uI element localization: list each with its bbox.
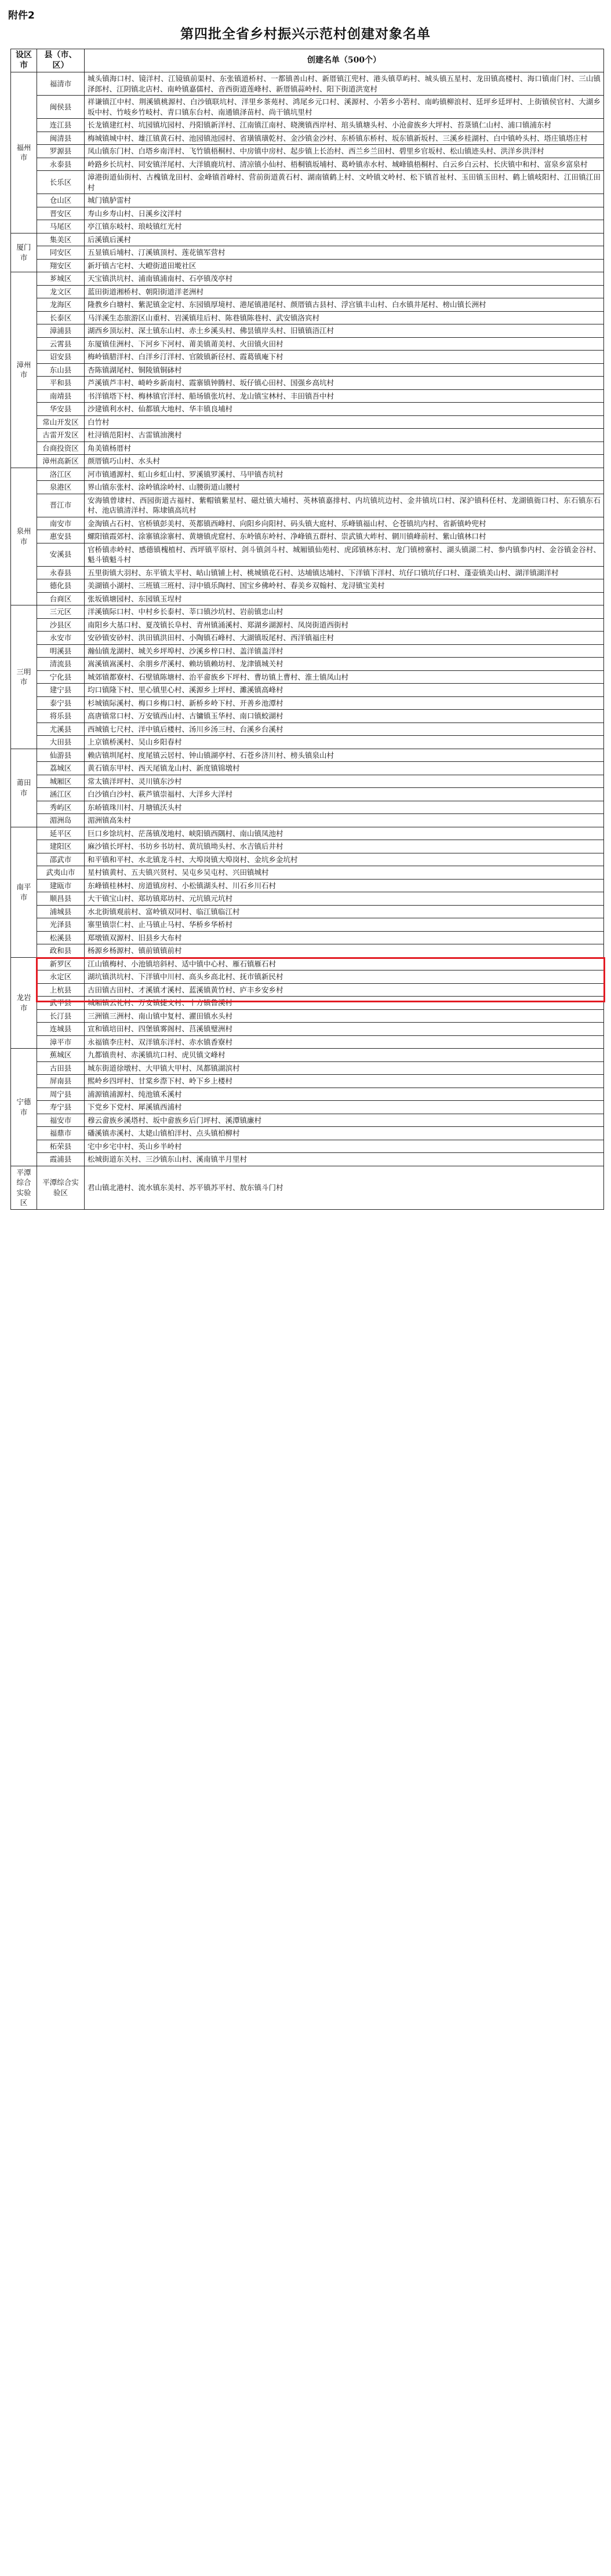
- villages-cell: 界山镇东张村、涂岭镇涂岭村、山腰街道山腰村: [85, 481, 604, 494]
- villages-cell: 马洋溪生态旅游区山重村、岩溪镇珪后村、陈巷镇陈巷村、武安镇洛宾村: [85, 311, 604, 324]
- table-row: [11, 481, 604, 494]
- county-cell: 闽清县: [37, 132, 85, 145]
- county-cell: 城厢区: [37, 775, 85, 788]
- villages-cell: 嵩溪镇嵩溪村、余朋乡芹溪村、赖坊镇赖坊村、龙津镇城关村: [85, 658, 604, 671]
- county-cell: 泉港区: [37, 481, 85, 494]
- villages-cell: 南阳乡大基口村、夏茂镇长阜村、青州镇涌溪村、郑湖乡湖源村、凤岗街道西街村: [85, 618, 604, 632]
- villages-cell: 星村镇黄村、五夫镇兴贤村、吴屯乡吴屯村、兴田镇城村: [85, 866, 604, 880]
- county-cell: 长泰区: [37, 311, 85, 324]
- table-row: [11, 543, 604, 566]
- villages-cell: 麻沙镇长坪村、书坊乡书坊村、黄坑镇坳头村、水吉镇后井村: [85, 840, 604, 853]
- table-row: [11, 389, 604, 403]
- county-cell: 新罗区: [37, 957, 85, 970]
- county-cell: 政和县: [37, 944, 85, 958]
- villages-cell: 巨口乡馀坑村、茫荡镇茂地村、峡阳镇西隅村、南山镇凤池村: [85, 827, 604, 840]
- city-cell: 福州市: [11, 72, 37, 233]
- villages-cell: 城郊镇都寮村、石壁镇陈塘村、治平畲族乡下坪村、曹坊镇上曹村、淮土镇凤山村: [85, 670, 604, 684]
- county-cell: 延平区: [37, 827, 85, 840]
- table-row: [11, 905, 604, 918]
- county-cell: 集美区: [37, 233, 85, 246]
- table-row: [11, 1061, 604, 1075]
- table-row: [11, 866, 604, 880]
- county-cell: 南靖县: [37, 389, 85, 403]
- table-row: [11, 403, 604, 416]
- villages-cell: 和平镇和平村、水北镇龙斗村、大埠岗镇大埠岗村、金坑乡金坑村: [85, 853, 604, 866]
- villages-cell: 后溪镇后溪村: [85, 233, 604, 246]
- county-cell: 晋江市: [37, 494, 85, 517]
- table-row: [11, 1153, 604, 1166]
- table-row: [11, 285, 604, 298]
- table-row: [11, 119, 604, 132]
- county-cell: 诏安县: [37, 351, 85, 364]
- villages-cell: 黄石镇东甲村、西天尾镇龙山村、新度镇锦墩村: [85, 762, 604, 775]
- county-cell: 漳州高新区: [37, 455, 85, 468]
- table-row: [11, 592, 604, 605]
- table-row: [11, 775, 604, 788]
- villages-cell: 杜浔镇范阳村、古雷镇油澳村: [85, 429, 604, 442]
- county-cell: 永春县: [37, 566, 85, 579]
- villages-cell: 西城镇七尺村、洋中镇后楼村、汤川乡汤三村、台溪乡台溪村: [85, 723, 604, 736]
- county-cell: 仙游县: [37, 749, 85, 762]
- villages-cell: 芦溪镇芦丰村、崎岭乡新南村、霞寨镇钟腾村、坂仔镇心田村、国强乡高坑村: [85, 377, 604, 390]
- villages-cell: 城头镇海口村、镜洋村、江镜镇前渠村、东张镇道桥村、一都镇善山村、新厝镇江兜村、港头镇草屿村、城头镇五星村、龙田镇高楼村、海口镇南门村、三山镇泽郎村、江阴镇北店村、南岭镇嘉儒村、音西街道莲峰村、新厝镇蒜岭村、阳下街道洪宽村: [85, 72, 604, 96]
- county-cell: 马尾区: [37, 220, 85, 233]
- villages-cell: 隆教乡白塘村、紫泥镇金定村、东园镇厚境村、港尾镇港尾村、颜厝镇古县村、浮宫镇丰山村、白水镇井尾村、榜山镇长洲村: [85, 298, 604, 312]
- county-cell: 台商投资区: [37, 442, 85, 455]
- table-row: [11, 658, 604, 671]
- table-header-row: [11, 49, 604, 72]
- table-row: [11, 158, 604, 171]
- table-row: [11, 892, 604, 906]
- villages-cell: 书洋镇塔下村、梅林镇官洋村、船场镇张坑村、龙山镇宝林村、丰田镇吾中村: [85, 389, 604, 403]
- villages-cell: 大干镇宝山村、郑坊镇郑坊村、元坑镇元坑村: [85, 892, 604, 906]
- villages-cell: 城门镇胪雷村: [85, 194, 604, 207]
- county-cell: 德化县: [37, 579, 85, 593]
- county-cell: 台商区: [37, 592, 85, 605]
- table-row: [11, 96, 604, 119]
- table-row: [11, 853, 604, 866]
- table-row: [11, 324, 604, 338]
- villages-cell: 九都镇贵村、赤溪镇坑口村、虎贝镇文峰村: [85, 1049, 604, 1062]
- villages-cell: 下党乡下党村、犀溪镇西浦村: [85, 1101, 604, 1114]
- county-cell: 长汀县: [37, 1009, 85, 1023]
- table-row: [11, 298, 604, 312]
- villages-cell: 安海镇曾埭村、西园街道古福村、紫帽镇紫星村、磁灶镇大埔村、英林镇嘉排村、内坑镇坑边村、金井镇坑口村、深沪镇科任村、龙湖镇衙口村、东石镇东石村、池店镇清洋村、陈埭镇高坑村: [85, 494, 604, 517]
- county-cell: 邵武市: [37, 853, 85, 866]
- city-cell: 漳州市: [11, 272, 37, 468]
- table-row: [11, 337, 604, 351]
- county-cell: 翔安区: [37, 259, 85, 272]
- county-cell: 古田县: [37, 1061, 85, 1075]
- villages-cell: 美湖镇小湖村、三班镇三班村、浔中镇乐陶村、国宝乡佛岭村、春美乡双翰村、龙浔镇宝美村: [85, 579, 604, 593]
- county-cell: 安溪县: [37, 543, 85, 566]
- table-row: [11, 194, 604, 207]
- table-row: [11, 983, 604, 997]
- table-row: [11, 1101, 604, 1114]
- county-cell: 霞浦县: [37, 1153, 85, 1166]
- county-cell: 尤溪县: [37, 723, 85, 736]
- table-row: [11, 1114, 604, 1127]
- villages-cell: 五显镇后埔村、汀溪镇顶村、莲花镇军营村: [85, 246, 604, 260]
- table-row: [11, 605, 604, 619]
- county-cell: 罗源县: [37, 145, 85, 158]
- villages-cell: 祥谦镇江中村、荆溪镇桃源村、白沙镇联坑村、洋里乡茶苑村、鸿尾乡元口村、溪源村、小箬乡小箬村、南屿镇柳浪村、廷坪乡廷坪村、上街镇侯官村、大湖乡坂中村、竹岐乡竹岐村、青口镇东台村、南通镇泽苗村、尚干镇坑里村: [85, 96, 604, 119]
- villages-cell: 新圩镇古宅村、大嶝街道田墘社区: [85, 259, 604, 272]
- villages-cell: 水北街镇观前村、富岭镇双同村、临江镇临江村: [85, 905, 604, 918]
- table-row: [11, 468, 604, 481]
- villages-cell: 梅城镇城中村、雄江镇黄石村、池园镇池园村、省璜镇璜乾村、金沙镇金沙村、东桥镇东桥村、坂东镇新坂村、三溪乡桂湖村、白中镇岭头村、塔庄镇塔庄村: [85, 132, 604, 145]
- table-row: [11, 814, 604, 827]
- villages-cell: 宣和镇培田村、四堡镇雾阁村、莒溪镇璧洲村: [85, 1023, 604, 1036]
- villages-cell: 高唐镇常口村、万安镇西山村、古镛镇玉华村、南口镇蛟湖村: [85, 710, 604, 723]
- table-row: [11, 377, 604, 390]
- county-cell: 平和县: [37, 377, 85, 390]
- villages-cell: 杨源乡杨源村、镇前镇镇前村: [85, 944, 604, 958]
- villages-cell: 江山镇梅村、小池镇培斜村、适中镇中心村、雁石镇雁石村: [85, 957, 604, 970]
- city-cell: 龙岩市: [11, 957, 37, 1049]
- table-row: [11, 618, 604, 632]
- table-row: [11, 272, 604, 286]
- table-row: [11, 1127, 604, 1140]
- county-cell: 大田县: [37, 736, 85, 749]
- villages-cell: 角美镇杨厝村: [85, 442, 604, 455]
- county-cell: 连城县: [37, 1023, 85, 1036]
- villages-cell: 长龙镇建红村、坑园镇坑园村、丹阳镇新洋村、江南镇江南村、晓澳镇西岸村、琯头镇塘头村、小沧畲族乡大坪村、苔菉镇仁山村、浦口镇浦东村: [85, 119, 604, 132]
- table-row: [11, 957, 604, 970]
- county-cell: 福清市: [37, 72, 85, 96]
- villages-cell: 城东街道徐墩村、大甲镇大甲村、凤都镇湖滨村: [85, 1061, 604, 1075]
- table-row: [11, 132, 604, 145]
- villages-cell: 五里街镇大羽村、东平镇太平村、岵山镇铺上村、桃城镇花石村、达埔镇达埔村、下洋镇下洋村、坑仔口镇坑仔口村、蓬壶镇美山村、湖洋镇湖洋村: [85, 566, 604, 579]
- villages-cell: 官桥镇赤岭村、感德镇槐植村、西坪镇平原村、剑斗镇剑斗村、城厢镇仙苑村、虎邱镇林东村、龙门镇榜寨村、湖头镇湖二村、参内镇参内村、金谷镇金谷村、魁斗镇魁斗村: [85, 543, 604, 566]
- villages-cell: 金淘镇占石村、官桥镇彭美村、英都镇西峰村、向阳乡向阳村、码头镇大庭村、乐峰镇福山村、仑苍镇坑内村、省新镇岭兜村: [85, 517, 604, 530]
- table-row: [11, 944, 604, 958]
- county-cell: 连江县: [37, 119, 85, 132]
- villages-cell: 颜厝镇巧山村、水头村: [85, 455, 604, 468]
- table-row: [11, 351, 604, 364]
- table-row: [11, 530, 604, 543]
- table-row: [11, 1088, 604, 1101]
- county-cell: 晋安区: [37, 207, 85, 220]
- county-cell: 永定区: [37, 970, 85, 984]
- county-cell: 清流县: [37, 658, 85, 671]
- villages-cell: 寨里镇崇仁村、止马镇止马村、华桥乡华桥村: [85, 918, 604, 932]
- table-row: [11, 997, 604, 1010]
- table-row: [11, 220, 604, 233]
- table-row: [11, 749, 604, 762]
- table-row: [11, 455, 604, 468]
- villages-cell: 熙岭乡四坪村、甘棠乡漈下村、岭下乡上楼村: [85, 1075, 604, 1088]
- villages-cell: 城厢镇云礼村、万安镇捷文村、十方镇鲁溪村: [85, 997, 604, 1010]
- header-city: 设区市: [11, 49, 37, 72]
- table-row: [11, 710, 604, 723]
- table-row: [11, 171, 604, 194]
- county-cell: 建阳区: [37, 840, 85, 853]
- table-row: [11, 145, 604, 158]
- county-cell: 惠安县: [37, 530, 85, 543]
- table-row: [11, 1166, 604, 1209]
- table-row: [11, 684, 604, 697]
- county-cell: 长乐区: [37, 171, 85, 194]
- county-cell: 福安市: [37, 1114, 85, 1127]
- table-row: [11, 670, 604, 684]
- county-cell: 永泰县: [37, 158, 85, 171]
- villages-cell: 河市镇通源村、虹山乡虹山村、罗溪镇罗溪村、马甲镇杏坑村: [85, 468, 604, 481]
- villages-cell: 凤山镇东门村、白塔乡南洋村、飞竹镇梧桐村、中房镇中房村、起步镇上长治村、西兰乡兰田村、碧里乡官坂村、松山镇迹头村、洪洋乡洪洋村: [85, 145, 604, 158]
- villages-cell: 永福镇李庄村、双洋镇东洋村、赤水镇香寮村: [85, 1035, 604, 1049]
- villages-cell: 湖西乡顶坛村、深土镇东山村、赤土乡溪头村、佛昙镇岸头村、旧镇镇浯江村: [85, 324, 604, 338]
- county-cell: 湄洲岛: [37, 814, 85, 827]
- table-row: [11, 415, 604, 429]
- villages-cell: 白沙镇白沙村、萩芦镇崇福村、大洋乡大洋村: [85, 788, 604, 801]
- table-row: [11, 788, 604, 801]
- table-row: [11, 429, 604, 442]
- county-cell: 古雷开发区: [37, 429, 85, 442]
- county-cell: 松溪县: [37, 931, 85, 944]
- county-cell: 同安区: [37, 246, 85, 260]
- county-cell: 光泽县: [37, 918, 85, 932]
- city-cell: 莆田市: [11, 749, 37, 827]
- city-cell: 平潭综合实验区: [11, 1166, 37, 1209]
- villages-cell: 洋溪镇际口村、中村乡长泰村、莘口镇沙坑村、岩前镇忠山村: [85, 605, 604, 619]
- county-cell: 常山开发区: [37, 415, 85, 429]
- county-cell: 漳平市: [37, 1035, 85, 1049]
- villages-cell: 郑墩镇双源村、旧县乡大布村: [85, 931, 604, 944]
- table-row: [11, 72, 604, 96]
- county-cell: 龙文区: [37, 285, 85, 298]
- villages-cell: 湄洲镇高朱村: [85, 814, 604, 827]
- villages-cell: 梅岭镇腊洋村、白洋乡汀洋村、官陂镇新径村、霞葛镇庵下村: [85, 351, 604, 364]
- table-row: [11, 246, 604, 260]
- villages-cell: 君山镇北港村、流水镇东美村、苏平镇苏平村、敖东镇斗门村: [85, 1166, 604, 1209]
- county-cell: 明溪县: [37, 644, 85, 658]
- villages-cell: 岭路乡长坑村、同安镇洋尾村、大洋镇鹿坑村、清凉镇小仙村、梧桐镇坂埔村、葛岭镇赤水村、城峰镇梧桐村、白云乡白云村、长庆镇中和村、富泉乡富泉村: [85, 158, 604, 171]
- county-cell: 云霄县: [37, 337, 85, 351]
- county-cell: 寿宁县: [37, 1101, 85, 1114]
- table-row: [11, 1023, 604, 1036]
- county-cell: 龙海区: [37, 298, 85, 312]
- table-row: [11, 259, 604, 272]
- villages-cell: 东峰镇桂林村、房道镇房村、小松镇湖头村、川石乡川石村: [85, 879, 604, 892]
- county-cell: 宁化县: [37, 670, 85, 684]
- county-cell: 柘荣县: [37, 1140, 85, 1153]
- table-row: [11, 579, 604, 593]
- county-cell: 漳浦县: [37, 324, 85, 338]
- table-row: [11, 1035, 604, 1049]
- city-cell: 三明市: [11, 605, 37, 749]
- villages-cell: 螺阳镇霞郊村、涂寨镇涂寨村、黄塘镇虎窟村、东岭镇东岭村、净峰镇五群村、崇武镇大岞村、辋川镇峰前村、紫山镇林口村: [85, 530, 604, 543]
- table-row: [11, 1140, 604, 1153]
- villages-cell: 赖店镇圳尾村、度尾镇云居村、钟山镇湖亭村、石苍乡济川村、榜头镇泉山村: [85, 749, 604, 762]
- county-cell: 泰宁县: [37, 696, 85, 710]
- table-row: [11, 566, 604, 579]
- city-cell: 南平市: [11, 827, 37, 957]
- attachment-label: 附件2: [8, 10, 35, 21]
- villages-cell: 沙建镇利水村、仙都镇大地村、华丰镇良埔村: [85, 403, 604, 416]
- table-row: [11, 879, 604, 892]
- county-cell: 武平县: [37, 997, 85, 1010]
- villages-cell: 安砂镇安砂村、洪田镇洪田村、小陶镇石峰村、大湖镇坂尾村、西洋镇福庄村: [85, 632, 604, 645]
- header-villages: 创建名单（500个）: [85, 49, 604, 72]
- county-cell: 三元区: [37, 605, 85, 619]
- villages-cell: 三洲镇三洲村、南山镇中复村、濯田镇水头村: [85, 1009, 604, 1023]
- county-cell: 沙县区: [37, 618, 85, 632]
- county-cell: 闽侯县: [37, 96, 85, 119]
- county-cell: 将乐县: [37, 710, 85, 723]
- table-row: [11, 233, 604, 246]
- document-title: 第四批全省乡村振兴示范村创建对象名单: [180, 26, 431, 42]
- table-body: [11, 72, 604, 1210]
- county-cell: 建瓯市: [37, 879, 85, 892]
- table-row: [11, 1049, 604, 1062]
- county-cell: 永安市: [37, 632, 85, 645]
- table-row: [11, 644, 604, 658]
- table-row: [11, 762, 604, 775]
- table-row: [11, 517, 604, 530]
- table-row: [11, 494, 604, 517]
- table-row: [11, 970, 604, 984]
- county-cell: 顺昌县: [37, 892, 85, 906]
- county-cell: 华安县: [37, 403, 85, 416]
- county-cell: 秀屿区: [37, 801, 85, 814]
- villages-cell: 磻溪镇赤溪村、太姥山镇柏洋村、点头镇柏柳村: [85, 1127, 604, 1140]
- table-row: [11, 723, 604, 736]
- county-cell: 平潭综合实验区: [37, 1166, 85, 1209]
- county-cell: 浦城县: [37, 905, 85, 918]
- table-row: [11, 931, 604, 944]
- table-row: [11, 442, 604, 455]
- village-list-table: [10, 49, 604, 1210]
- villages-cell: 张坂镇塘园村、东园镇玉埕村: [85, 592, 604, 605]
- villages-cell: 亭江镇东岐村、琅岐镇红光村: [85, 220, 604, 233]
- table-row: [11, 1075, 604, 1088]
- county-cell: 武夷山市: [37, 866, 85, 880]
- table-row: [11, 918, 604, 932]
- villages-cell: 瀚仙镇龙湖村、城关乡坪埠村、沙溪乡梓口村、盖洋镇盖洋村: [85, 644, 604, 658]
- city-cell: 宁德市: [11, 1049, 37, 1166]
- county-cell: 南安市: [37, 517, 85, 530]
- villages-cell: 寿山乡寿山村、日溪乡汶洋村: [85, 207, 604, 220]
- villages-cell: 东峤镇珠川村、月塘镇沃头村: [85, 801, 604, 814]
- county-cell: 荔城区: [37, 762, 85, 775]
- villages-cell: 松城街道东关村、三沙镇东山村、溪南镇半月里村: [85, 1153, 604, 1166]
- villages-cell: 常太镇洋坪村、灵川镇东沙村: [85, 775, 604, 788]
- villages-cell: 穆云畲族乡溪塔村、坂中畲族乡后门坪村、溪潭镇廉村: [85, 1114, 604, 1127]
- header-county: 县（市、区）: [37, 49, 85, 72]
- county-cell: 屏南县: [37, 1075, 85, 1088]
- county-cell: 洛江区: [37, 468, 85, 481]
- table-row: [11, 840, 604, 853]
- villages-cell: 东厦镇佳洲村、下河乡下河村、莆美镇莆美村、火田镇火田村: [85, 337, 604, 351]
- table-row: [11, 736, 604, 749]
- villages-cell: 蓝田街道湘桥村、朝阳街道洋老洲村: [85, 285, 604, 298]
- county-cell: 上杭县: [37, 983, 85, 997]
- villages-cell: 漳港街道仙街村、古槐镇龙田村、金峰镇首峰村、营前街道黄石村、湖南镇鹤上村、文岭镇文岭村、松下镇首祉村、玉田镇玉田村、鹤上镇岐阳村、江田镇江田村: [85, 171, 604, 194]
- county-cell: 福鼎市: [37, 1127, 85, 1140]
- table-row: [11, 207, 604, 220]
- villages-cell: 上京镇桥溪村、吴山乡阳春村: [85, 736, 604, 749]
- county-cell: 建宁县: [37, 684, 85, 697]
- villages-cell: 杏陈镇湖尾村、铜陵镇铜砵村: [85, 363, 604, 377]
- table-row: [11, 696, 604, 710]
- county-cell: 周宁县: [37, 1088, 85, 1101]
- villages-cell: 杉城镇际溪村、梅口乡梅口村、新桥乡岭下村、开善乡池潭村: [85, 696, 604, 710]
- county-cell: 蕉城区: [37, 1049, 85, 1062]
- villages-cell: 均口镇隆下村、里心镇里心村、溪源乡上坪村、濉溪镇高峰村: [85, 684, 604, 697]
- table-row: [11, 632, 604, 645]
- county-cell: 芗城区: [37, 272, 85, 286]
- table-row: [11, 363, 604, 377]
- city-cell: 泉州市: [11, 468, 37, 605]
- villages-cell: 古田镇古田村、才溪镇才溪村、蓝溪镇黄竹村、庐丰乡安乡村: [85, 983, 604, 997]
- villages-cell: 湖坑镇洪坑村、下洋镇中川村、高头乡高北村、抚市镇新民村: [85, 970, 604, 984]
- villages-cell: 白竹村: [85, 415, 604, 429]
- villages-cell: 浦源镇浦源村、纯池镇禾溪村: [85, 1088, 604, 1101]
- table-row: [11, 827, 604, 840]
- county-cell: 涵江区: [37, 788, 85, 801]
- city-cell: 厦门市: [11, 233, 37, 272]
- county-cell: 东山县: [37, 363, 85, 377]
- county-cell: 仓山区: [37, 194, 85, 207]
- table-row: [11, 311, 604, 324]
- villages-cell: 宅中乡宅中村、英山乡半岭村: [85, 1140, 604, 1153]
- villages-cell: 天宝镇洪坑村、浦南镇浦南村、石亭镇茂亭村: [85, 272, 604, 286]
- table-row: [11, 1009, 604, 1023]
- table-row: [11, 801, 604, 814]
